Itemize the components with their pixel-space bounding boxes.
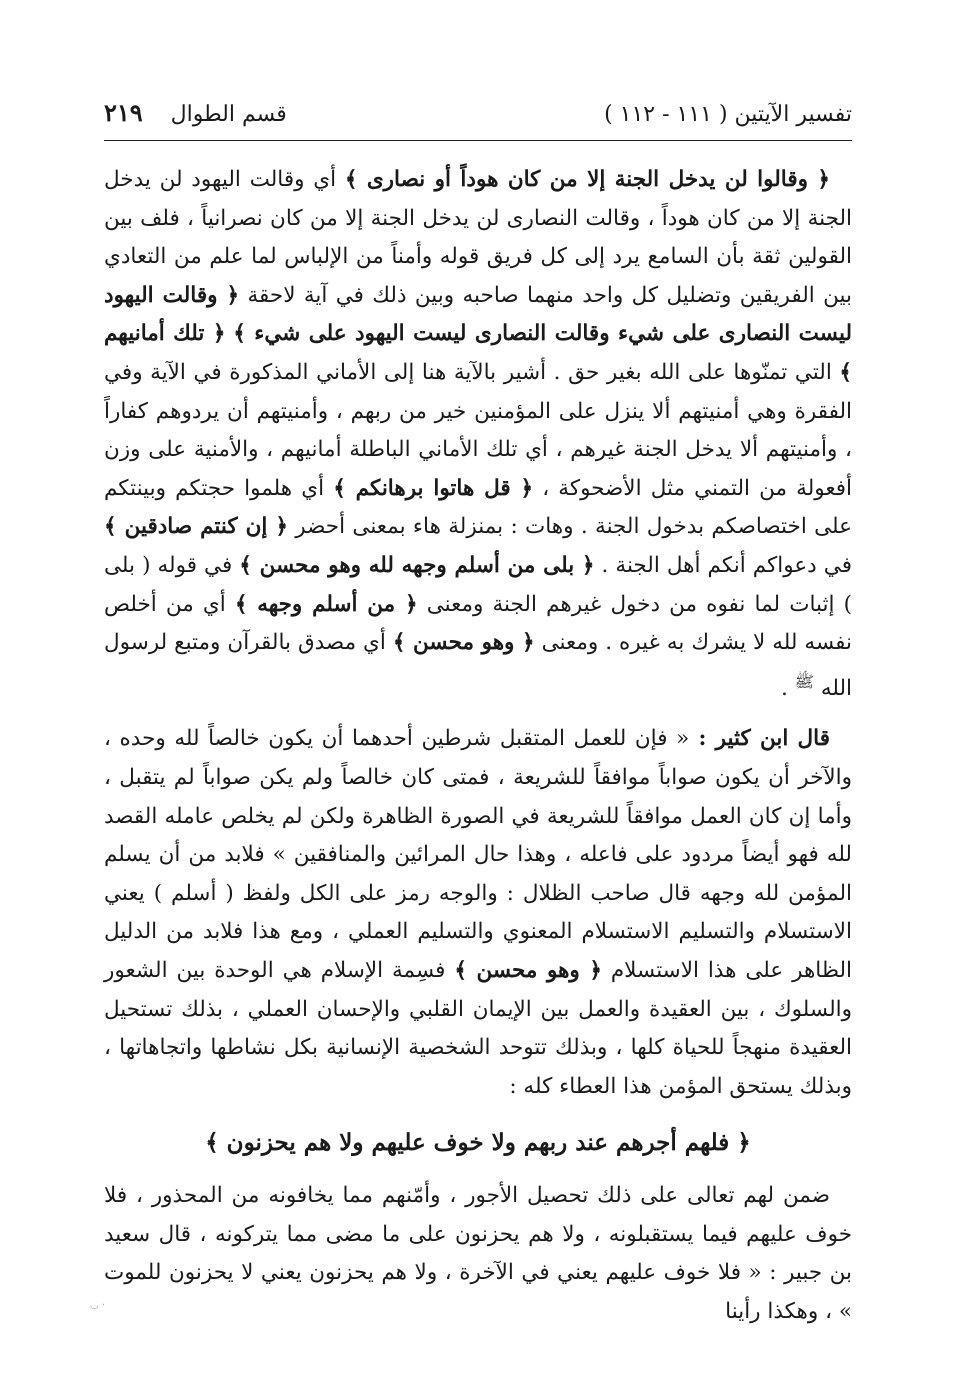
paragraph-1 (104, 161, 852, 708)
body-text: في قوله ( بلى ) إثبات لما نفوه من دخول غيرهم الجنة ومعنى (104, 552, 852, 617)
quran-quote: ﴿ قل هاتوا برهانكم ﴾ (333, 475, 534, 501)
header-left-group (104, 96, 287, 132)
paragraph-3 (104, 1177, 852, 1331)
quran-quote: ﴿ تلك أمانيهم ﴾ (104, 321, 852, 385)
body-text: فسِمة الإسلام هي الوحدة بين الشعور والسلوك ، بين العقيدة والعمل بين الإيمان القلبي والإحسان العملي ، بذلك تستحيل العقيدة منهجاً للحياة كلها ، وبذلك تتوحد الشخصية الإنسانية بكل نشاطها واتجاهاتها ، وبذلك يستحق المؤمن هذا العطاء كله : (104, 958, 852, 1099)
quran-quote: ﴿ وقالوا لن يدخل الجنة إلا من كان هوداً أو نصارى ﴾ (344, 167, 830, 192)
header-title: تفسير الآيتين ( ١١١ - ١١٢ ) (604, 102, 852, 127)
body-text: أي هلموا حجتكم وبينتكم على اختصاصكم بدخول الجنة . وهات : بمنزلة هاء بمعنى أحضر (104, 475, 853, 540)
body-text: أي مصدق بالقرآن ومتبع لرسول الله (104, 630, 852, 701)
quran-quote: ﴿ بلى من أسلم وجهه لله وهو محسن ﴾ (239, 552, 595, 578)
body-text: في دعواكم أنكم أهل الجنة . (594, 552, 852, 578)
quran-quote: ﴿ وهو محسن ﴾ (392, 630, 535, 656)
quran-quote: ﴿ إن كنتم صادقين ﴾ (104, 514, 288, 540)
page-body (104, 161, 852, 1331)
quran-quote: ﴿ وهو محسن ﴾ (454, 958, 602, 984)
quote-attribution: قال ابن كثير : (689, 726, 830, 752)
book-page (104, 96, 852, 1339)
paragraph-2 (104, 720, 852, 1106)
body-text: . (780, 675, 795, 701)
scan-artifact-mark: · ◡ (90, 1300, 106, 1311)
quran-quote: ﴿ من أسلم وجهه ﴾ (234, 591, 418, 617)
body-text: أي وقالت اليهود لن يدخل الجنة إلا من كان هوداً ، وقالت النصارى لن يدخل الجنة إلا من كان نصرانياً ، فلف بين القولين ثقة بأن السامع يرد إلى كل فريق قوله وأمناً من الإلباس لما علم من التعادي بين الفريقين وتضليل كل واحد منهما صاحبه وبين ذلك في آية لاحقة (104, 167, 852, 308)
body-text: ضمن لهم تعالى على ذلك تحصيل الأجور ، وأمّنهم مما يخافونه من المحذور ، فلا خوف عليهم فيما يستقبلونه ، ولا هم يحزنون على ما مضى مما يتركونه ، قال سعيد بن جبير : « فلا خوف عليهم يعني في الآخرة ، ولا هم يحزنون يعني لا يحزنون للموت » ، وهكذا رأينا (104, 1183, 852, 1324)
body-text: التي تمنّوها على الله بغير حق . أشير بالآية هنا إلى الأماني المذكورة في الآية وفي الفقرة وهي أمنيتهم ألا ينزل على المؤمنين خير من ربهم ، وأمنيتهم أن يردوهم كفاراً ، وأمنيتهم ألا يدخل الجنة غيرهم ، أي تلك الأماني الباطلة أمانيهم ، والأمنية على وزن أفعولة من التمني مثل الأضحوكة ، (104, 359, 852, 501)
body-text: أي من أخلص نفسه لله لا يشرك به غيره . ومعنى (104, 591, 852, 656)
running-header (104, 96, 852, 141)
salawat-ligature: ﷺ (794, 671, 814, 691)
page-number: ٢١٩ (104, 98, 143, 127)
verse-heading: ﴿ فلهم أجرهم عند ربهم ولا خوف عليهم ولا هم يحزنون ﴾ (205, 1129, 751, 1157)
quran-quote: ﴿ وقالت اليهود ليست النصارى على شيء وقالت النصارى ليست اليهود على شيء ﴾ (104, 282, 852, 347)
body-text: « فإن للعمل المتقبل شرطين أحدهما أن يكون خالصاً لله وحده ، والآخر أن يكون صواباً موافقاً للشريعة ، فمتى كان خالصاً ولم يكن صواباً لم يتقبل ، وأما إن كان العمل موافقاً للشريعة في الصورة الظاهرة ولكن لم يخلص عامله القصد لله فهو أيضاً مردود على فاعله ، وهذا حال المرائين والمنافقين » فلابد من أن يسلم المؤمن لله وجهه قال صاحب الظلال : والوجه رمز على الكل ولفظ ( أسلم ) يعني الاستسلام والتسليم الاستسلام المعنوي والتسليم العملي ، ومع هذا فلابد من الدليل الظاهر على هذا الاستسلام (104, 726, 852, 984)
header-section: قسم الطوال (170, 102, 287, 127)
